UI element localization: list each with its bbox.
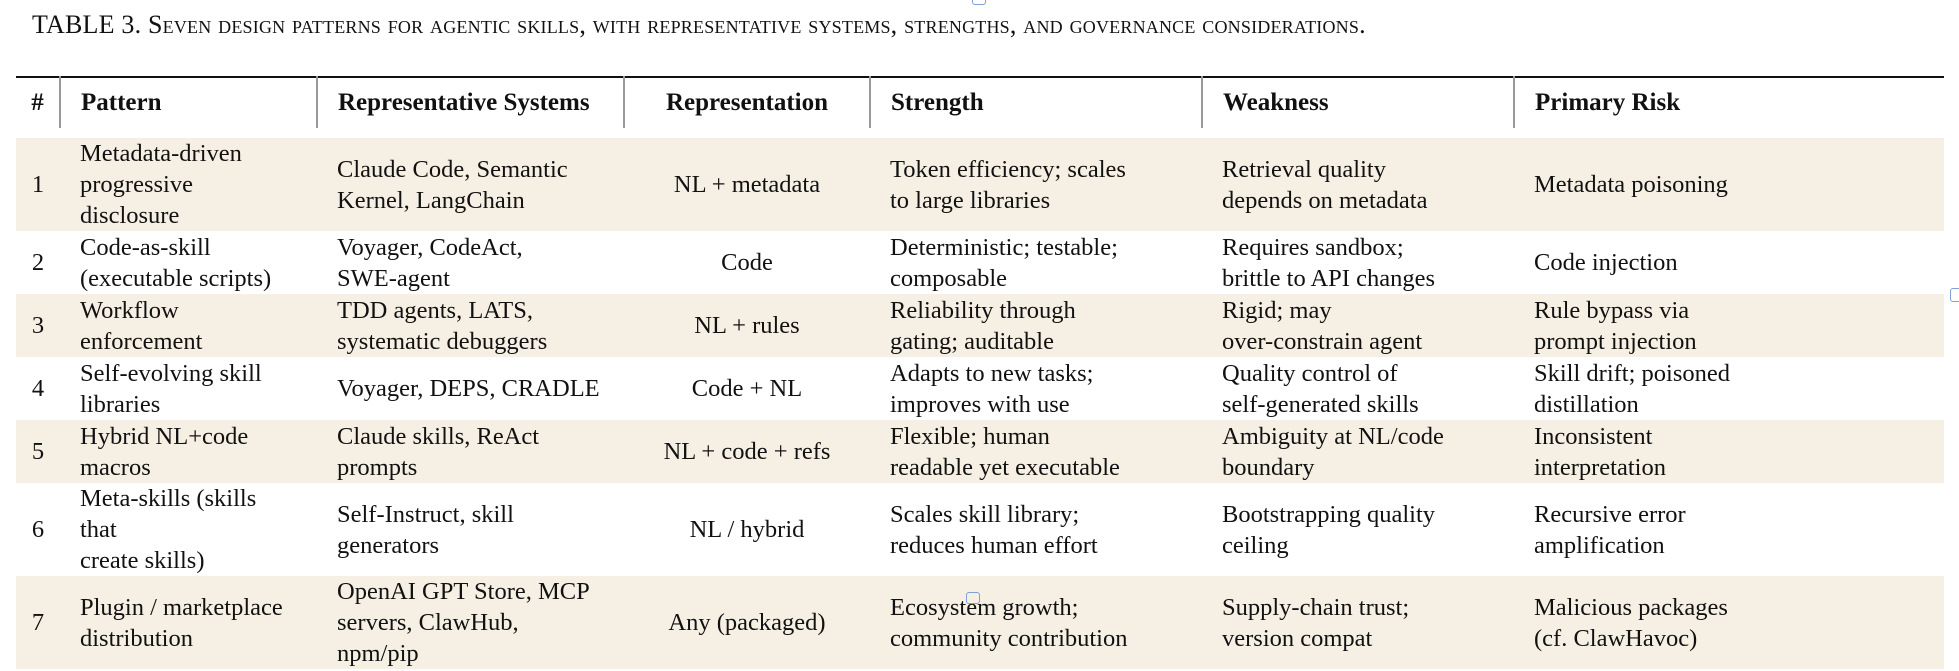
- design-patterns-table: [16, 76, 1944, 671]
- cell-num: 1: [16, 133, 60, 231]
- cell-weakness-line: self-generated skills: [1222, 390, 1419, 418]
- cell-weakness-line: depends on metadata: [1222, 186, 1428, 214]
- cell-weakness-line: brittle to API changes: [1222, 264, 1435, 292]
- cell-systems-line: Claude Code, Semantic: [337, 155, 568, 183]
- cell-weakness-line: Requires sandbox;: [1222, 233, 1404, 261]
- cell-strength-line: gating; auditable: [890, 327, 1054, 355]
- cell-risk: [1514, 420, 1944, 483]
- cell-risk-line: Rule bypass via: [1534, 296, 1690, 324]
- cell-pattern-line: macros: [80, 453, 151, 481]
- cell-systems-line: Voyager, DEPS, CRADLE: [337, 375, 600, 402]
- cell-risk-line: (cf. ClawHavoc): [1534, 624, 1698, 652]
- cell-systems-line: Kernel, LangChain: [337, 186, 525, 214]
- cell-weakness: [1202, 133, 1514, 231]
- cell-pattern-line: (executable scripts): [80, 264, 272, 292]
- cell-systems: [317, 294, 624, 357]
- cell-pattern-line: create skills): [80, 547, 205, 574]
- cell-pattern-line: Hybrid NL+code: [80, 422, 249, 450]
- cell-strength-line: Token efficiency; scales: [890, 155, 1126, 183]
- cell-pattern-line: Code-as-skill: [80, 233, 211, 261]
- cell-weakness-line: ceiling: [1222, 531, 1289, 559]
- cell-weakness-line: Supply-chain trust;: [1222, 593, 1410, 621]
- cell-systems: [317, 133, 624, 231]
- cell-strength-line: readable yet executable: [890, 453, 1120, 481]
- cell-risk-line: Code injection: [1534, 249, 1678, 276]
- header-num: #: [16, 77, 60, 133]
- cell-systems: [317, 576, 624, 670]
- cell-strength-line: Reliability through: [890, 296, 1076, 324]
- cell-pattern-line: Workflow enforcement: [80, 296, 203, 355]
- cell-num: 2: [31, 249, 45, 276]
- cell-pattern: [60, 231, 317, 294]
- cell-risk: [1514, 483, 1944, 576]
- cell-strength-line: improves with use: [890, 390, 1070, 418]
- cell-representation: Code + NL: [691, 375, 803, 402]
- cell-strength-line: Ecosystem growth;: [890, 593, 1079, 621]
- cell-strength: [870, 133, 1202, 231]
- cell-risk: [1514, 294, 1944, 357]
- cell-weakness-line: version compat: [1222, 624, 1373, 652]
- cell-strength-line: Scales skill library;: [890, 500, 1080, 528]
- cell-representation: Any (packaged): [624, 576, 870, 670]
- cell-strength-line: Deterministic; testable;: [890, 233, 1118, 261]
- header-risk: Primary Risk: [1514, 77, 1944, 133]
- table-row: [16, 576, 1944, 670]
- cell-strength: [870, 576, 1202, 670]
- cell-weakness: [1202, 294, 1514, 357]
- header-weakness: Weakness: [1202, 77, 1514, 133]
- header-systems: Representative Systems: [317, 77, 624, 133]
- cell-strength-line: Flexible; human: [890, 422, 1050, 450]
- cell-systems-line: prompts: [337, 453, 418, 481]
- cell-risk-line: Metadata poisoning: [1534, 171, 1728, 198]
- cell-pattern-line: libraries: [80, 390, 161, 418]
- cell-weakness-line: Quality control of: [1222, 359, 1398, 387]
- cell-systems: [317, 483, 624, 576]
- cell-risk: [1514, 231, 1944, 294]
- selection-handle-top: [972, 0, 986, 5]
- cell-risk: [1514, 357, 1944, 420]
- cell-pattern-line: Self-evolving skill: [80, 359, 262, 387]
- caption-text: Seven design patterns for agentic skills, with representative systems, strengths, and governance considerations.: [148, 10, 1366, 39]
- cell-pattern-line: progressive disclosure: [80, 171, 193, 229]
- cell-risk: [1514, 133, 1944, 231]
- cell-systems: [317, 357, 624, 420]
- cell-pattern: [60, 133, 317, 231]
- table-row: [16, 231, 1944, 294]
- cell-num: 7: [16, 576, 60, 670]
- cell-representation: NL + code + refs: [624, 420, 870, 483]
- cell-pattern: [60, 357, 317, 420]
- cell-weakness: [1202, 357, 1514, 420]
- selection-handle-bottom: [966, 592, 980, 604]
- table-caption: [32, 10, 1366, 40]
- header-row: [16, 77, 1944, 133]
- table-row: [16, 133, 1944, 231]
- cell-weakness: [1202, 420, 1514, 483]
- cell-strength: [870, 483, 1202, 576]
- cell-risk: [1514, 576, 1944, 670]
- cell-pattern-line: distribution: [80, 624, 193, 652]
- cell-risk-line: Malicious packages: [1534, 593, 1728, 621]
- cell-pattern-line: Meta-skills (skills that: [80, 485, 257, 543]
- caption-label: TABLE 3.: [32, 10, 142, 39]
- cell-strength-line: community contribution: [890, 624, 1128, 652]
- cell-pattern-line: Plugin / marketplace: [80, 593, 283, 621]
- cell-pattern: [60, 420, 317, 483]
- cell-systems-line: SWE-agent: [337, 264, 450, 292]
- cell-risk-line: Inconsistent: [1534, 422, 1653, 450]
- cell-weakness-line: Ambiguity at NL/code: [1222, 422, 1444, 450]
- cell-systems-line: systematic debuggers: [337, 327, 548, 355]
- cell-weakness-line: over-constrain agent: [1222, 327, 1423, 355]
- table-row: [16, 294, 1944, 357]
- header-strength: Strength: [870, 77, 1202, 133]
- cell-weakness-line: Retrieval quality: [1222, 155, 1386, 183]
- cell-strength-line: to large libraries: [890, 186, 1051, 214]
- cell-strength-line: reduces human effort: [890, 531, 1098, 559]
- cell-weakness-line: Rigid; may: [1222, 296, 1332, 324]
- cell-systems-line: Self-Instruct, skill generators: [337, 500, 514, 559]
- cell-representation: NL + rules: [624, 294, 870, 357]
- cell-weakness-line: Bootstrapping quality: [1222, 500, 1435, 528]
- cell-num: 3: [16, 294, 60, 357]
- cell-risk-line: Skill drift; poisoned: [1534, 359, 1730, 387]
- cell-strength: [870, 420, 1202, 483]
- cell-risk-line: distillation: [1534, 390, 1639, 418]
- cell-representation: NL + metadata: [624, 133, 870, 231]
- table-row: [16, 483, 1944, 576]
- cell-systems-line: servers, ClawHub, npm/pip: [337, 609, 519, 667]
- cell-pattern: [60, 483, 317, 576]
- cell-systems-line: OpenAI GPT Store, MCP: [337, 578, 590, 605]
- cell-pattern-line: Metadata-driven: [80, 140, 242, 167]
- cell-pattern: [60, 576, 317, 670]
- cell-weakness: [1202, 483, 1514, 576]
- selection-handle-right: [1950, 288, 1959, 302]
- cell-strength: [870, 294, 1202, 357]
- header-pattern: Pattern: [60, 77, 317, 133]
- cell-weakness: [1202, 231, 1514, 294]
- cell-pattern: [60, 294, 317, 357]
- cell-weakness-line: boundary: [1222, 453, 1315, 481]
- table-body: [16, 133, 1944, 670]
- cell-representation: NL / hybrid: [689, 516, 805, 543]
- cell-num: 4: [31, 375, 45, 402]
- cell-strength: [870, 231, 1202, 294]
- cell-strength-line: Adapts to new tasks;: [890, 359, 1094, 387]
- table-row: [16, 420, 1944, 483]
- cell-systems: [317, 231, 624, 294]
- cell-num: 5: [16, 420, 60, 483]
- design-patterns-table-wrap: [16, 76, 1944, 671]
- cell-systems-line: Claude skills, ReAct: [337, 422, 540, 450]
- cell-strength-line: composable: [890, 264, 1008, 292]
- table-header: [16, 77, 1944, 133]
- cell-risk-line: prompt injection: [1534, 327, 1697, 355]
- cell-risk-line: amplification: [1534, 531, 1665, 559]
- cell-risk-line: interpretation: [1534, 453, 1666, 481]
- cell-num: 6: [31, 516, 45, 543]
- cell-strength: [870, 357, 1202, 420]
- cell-risk-line: Recursive error: [1534, 500, 1686, 528]
- cell-weakness: [1202, 576, 1514, 670]
- cell-systems-line: TDD agents, LATS,: [337, 296, 533, 324]
- table-row: [16, 357, 1944, 420]
- header-representation: Representation: [624, 77, 870, 133]
- cell-representation: Code: [721, 249, 773, 276]
- cell-systems: [317, 420, 624, 483]
- cell-systems-line: Voyager, CodeAct,: [337, 233, 523, 261]
